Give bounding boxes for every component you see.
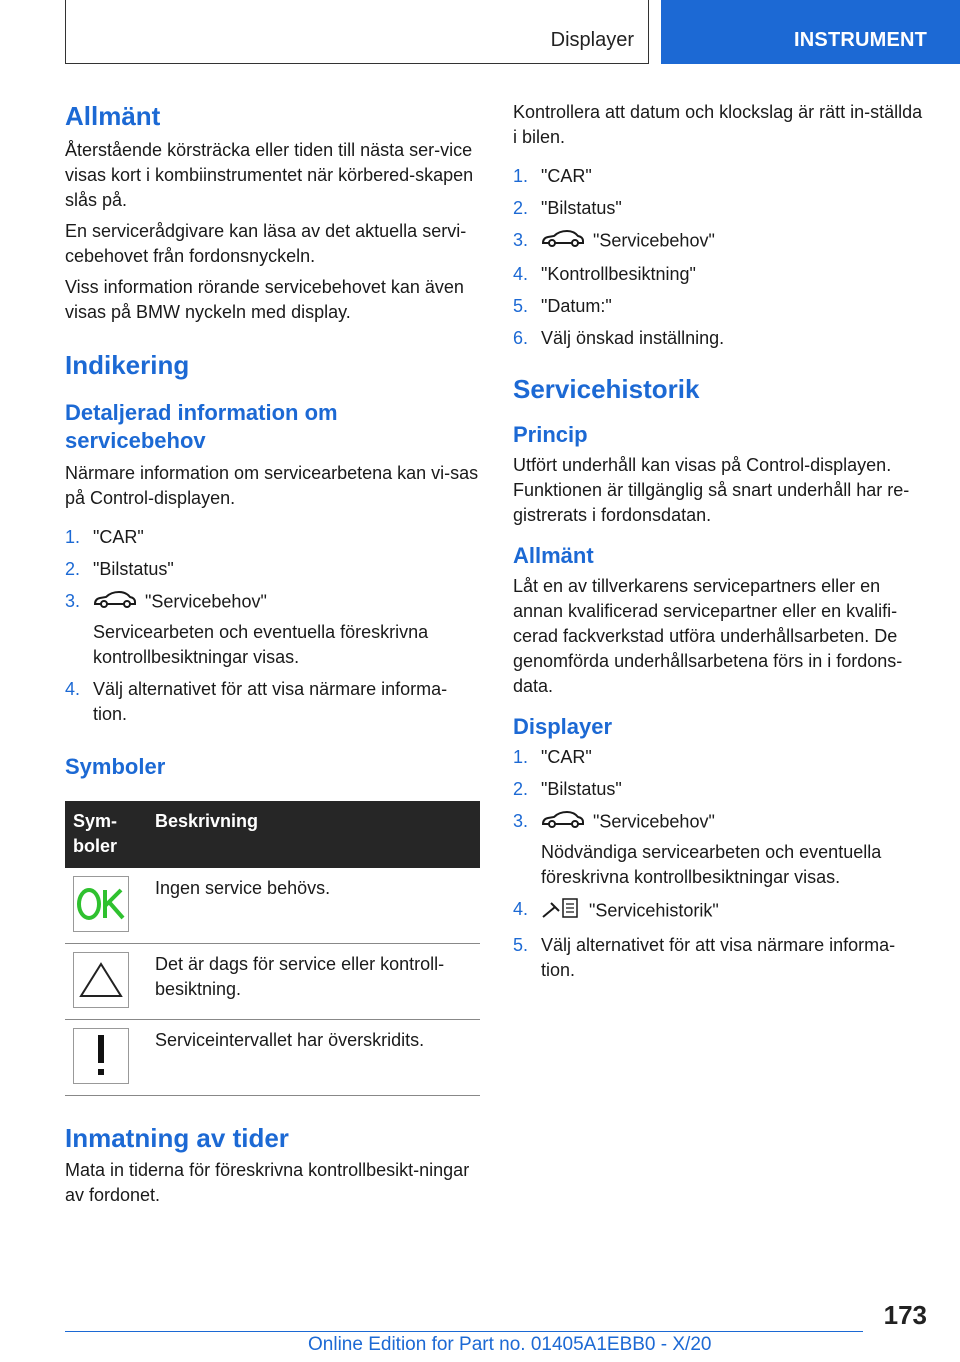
- paragraph: Utfört underhåll kan visas på Control-displayen. Funktionen är tillgänglig så snart underhåll har re-gistrerats i fordonsdatan.: [513, 455, 910, 525]
- paragraph: Mata in tiderna för föreskrivna kontrollbesikt-ningar av fordonet.: [65, 1160, 470, 1205]
- heading-inmatning: Inmatning av tider: [65, 1123, 289, 1153]
- symbols-table: [65, 801, 480, 1096]
- table-header-symbols: Sym-boler: [65, 801, 147, 868]
- table-cell: Ingen service behövs.: [147, 868, 480, 944]
- heading-detaljerad: Detaljerad information om servicebehov: [65, 400, 338, 453]
- paragraph: Viss information rörande servicebehovet kan även visas på BMW nyckeln med display.: [65, 277, 464, 322]
- footer-edition: Online Edition for Part no. 01405A1EBB0 - X/20: [308, 1334, 712, 1355]
- paragraph: En servicerådgivare kan läsa av det aktuella servi-cebehovet från fordonsnyckeln.: [65, 221, 467, 266]
- heading-displayer: Displayer: [513, 714, 613, 739]
- list-item: 3. "Servicebehov": [513, 228, 928, 255]
- table-row: [65, 868, 480, 944]
- list-item: 6. Välj önskad inställning.: [513, 328, 725, 348]
- list-item: 5. "Datum:": [513, 296, 612, 316]
- car-icon: [541, 809, 585, 836]
- steps-list: [513, 745, 928, 983]
- car-icon: [541, 228, 585, 255]
- list-item: 1. "CAR": [513, 747, 592, 767]
- list-item: 2. "Bilstatus": [65, 559, 174, 579]
- list-item: 3. "Servicebehov" Servicearbeten och eventuella föreskrivna kontrollbesiktningar visas.: [65, 591, 429, 667]
- paragraph: Kontrollera att datum och klockslag är rätt in-ställda i bilen.: [513, 102, 923, 147]
- heading-servicehistorik: Servicehistorik: [513, 374, 700, 404]
- warning-triangle-icon: [73, 952, 129, 1008]
- table-header-description: Beskrivning: [147, 801, 480, 868]
- list-item: 1. "CAR": [513, 166, 592, 186]
- paragraph: Närmare information om servicearbetena kan vi-sas på Control-displayen.: [65, 463, 479, 508]
- header-section-box: [65, 0, 649, 64]
- table-cell: Det är dags för service eller kontroll-besiktning.: [147, 944, 480, 1020]
- header-chapter-tab: INSTRUMENT: [661, 0, 960, 64]
- paragraph: Återstående körsträcka eller tiden till nästa ser-vice visas kort i kombiinstrumentet när körbered-skapen slås på.: [65, 140, 474, 210]
- paragraph: Låt en av tillverkarens servicepartners eller en annan kvalificerad servicepartner eller en kvalifi-cerad fackverkstad utföra underhållsarbeten. De genomförda underhållsarbetena förs in i fordons-data.: [513, 576, 903, 696]
- heading-symboler: Symboler: [65, 754, 166, 779]
- ok-icon: [73, 876, 129, 932]
- list-item: 4. Välj alternativet för att visa närmare informa-tion.: [65, 679, 448, 724]
- steps-list: [65, 525, 480, 727]
- list-item: 3. "Servicebehov" Nödvändiga servicearbeten och eventuella föreskrivna kontrollbesiktningar visas.: [513, 811, 882, 887]
- left-column: [65, 100, 480, 1214]
- exclamation-icon: [73, 1028, 129, 1084]
- heading-indikering: Indikering: [65, 350, 190, 380]
- service-history-icon: [541, 897, 581, 926]
- table-row: [65, 1020, 480, 1096]
- page-number: 173: [883, 1300, 927, 1330]
- right-column: [513, 100, 928, 990]
- list-item: 4. "Servicehistorik": [513, 897, 928, 926]
- list-item: 2. "Bilstatus": [513, 779, 622, 799]
- list-item: 1. "CAR": [65, 527, 144, 547]
- header-section-title: Displayer: [550, 29, 634, 51]
- list-item: 4. "Kontrollbesiktning": [513, 264, 696, 284]
- table-cell: Serviceintervallet har överskridits.: [147, 1020, 480, 1096]
- list-item: 2. "Bilstatus": [513, 198, 622, 218]
- list-item: 5. Välj alternativet för att visa närmare informa-tion.: [513, 935, 896, 980]
- heading-allmant: Allmänt: [65, 101, 161, 131]
- car-icon: [93, 589, 137, 616]
- steps-list: [513, 164, 928, 351]
- footer-divider: [65, 1331, 863, 1332]
- heading-princip: Princip: [513, 422, 588, 447]
- table-row: [65, 944, 480, 1020]
- heading-allmant: Allmänt: [513, 543, 594, 568]
